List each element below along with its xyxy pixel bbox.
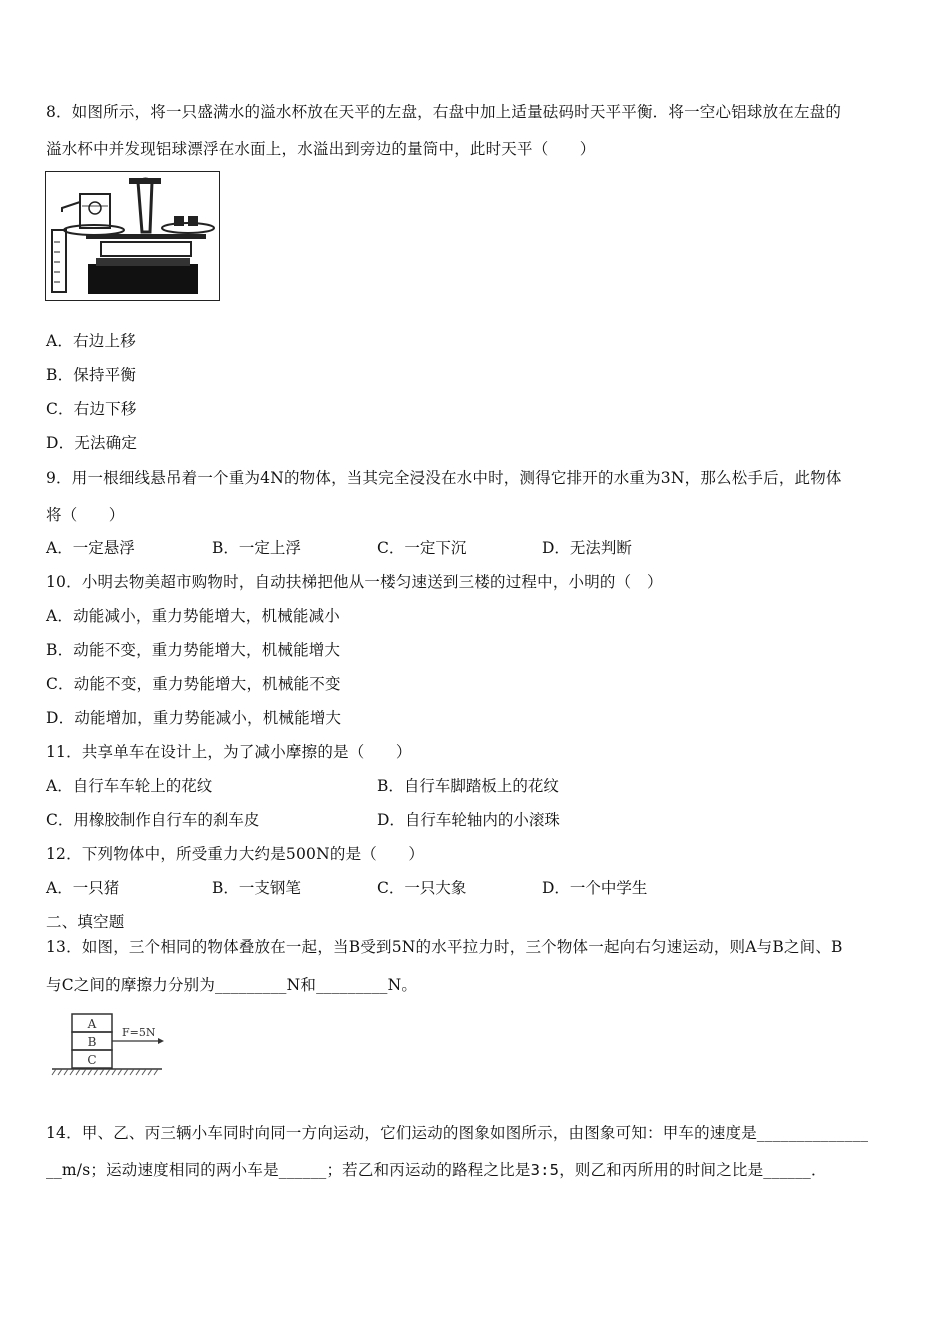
balance-base-top — [96, 258, 190, 266]
q9-option-a: A．一定悬浮 — [46, 539, 135, 557]
q11-option-b: B．自行车脚踏板上的花纹 — [377, 777, 559, 795]
force-arrow-head — [158, 1038, 164, 1044]
q10-option-c: C．动能不变，重力势能增大，机械能不变 — [46, 675, 341, 693]
q11-stem: 11．共享单车在设计上，为了减小摩擦的是（ ） — [46, 743, 412, 761]
q12-option-a: A．一只猪 — [46, 879, 120, 897]
balance-top — [129, 178, 161, 184]
section-heading: 二、填空题 — [46, 913, 125, 931]
overflow-cup — [80, 194, 110, 228]
left-pan — [64, 225, 124, 235]
weight-1 — [174, 216, 184, 226]
q9-option-b: B．一定上浮 — [212, 539, 301, 557]
q12-stem: 12．下列物体中，所受重力大约是500N的是（ ） — [46, 845, 425, 863]
ground-hatching — [52, 1069, 158, 1075]
q13-stem-line2: 与C之间的摩擦力分别为_________N和_________N。 — [46, 976, 418, 994]
stacked-blocks-figure — [50, 1012, 170, 1080]
block-a-label: A — [87, 1017, 97, 1031]
q14-stem-line1: 14．甲、乙、丙三辆小车同时向同一方向运动，它们运动的图象如图所示，由图象可知：甲车的速度是______________ — [46, 1124, 869, 1142]
aluminum-ball — [89, 202, 101, 214]
q8-option-c: C．右边下移 — [46, 400, 137, 418]
balance-base — [88, 264, 198, 294]
q10-option-d: D．动能增加，重力势能减小，机械能增大 — [46, 709, 342, 727]
q14-stem-line2 — [46, 1160, 827, 1180]
q10-option-a: A．动能减小，重力势能增大，机械能减小 — [46, 607, 340, 625]
balance-scale-drawing — [46, 172, 219, 300]
q14-line2-part2: ，则乙和丙所用的时间之比是______． — [559, 1161, 827, 1179]
q12-option-c: C．一只大象 — [377, 879, 467, 897]
block-b-label: B — [87, 1035, 97, 1049]
block-c-label: C — [87, 1053, 97, 1067]
q14-line2-part1: __m/s；运动速度相同的两小车是______；若乙和丙运动的路程之比是 — [46, 1161, 531, 1179]
q12-option-d: D．一个中学生 — [542, 879, 648, 897]
measuring-cylinder — [52, 230, 66, 292]
q8-option-b: B．保持平衡 — [46, 366, 137, 384]
q11-option-a: A．自行车车轮上的花纹 — [46, 777, 213, 795]
overflow-spout — [62, 202, 80, 212]
q9-stem-line2: 将（ ） — [46, 506, 125, 524]
q12-option-b: B．一支钢笔 — [212, 879, 301, 897]
q9-option-c: C．一定下沉 — [377, 539, 467, 557]
q8-stem-line2: 溢水杯中并发现铝球漂浮在水面上，水溢出到旁边的量筒中，此时天平（ ） — [46, 140, 596, 158]
balance-scale-ruler — [101, 242, 191, 256]
q11-option-c: C．用橡胶制作自行车的刹车皮 — [46, 811, 260, 829]
q9-stem-line1: 9．用一根细线悬吊着一个重为4N的物体，当其完全浸没在水中时，测得它排开的水重为3N，那么松手后，此物体 — [46, 469, 842, 487]
q8-option-d: D．无法确定 — [46, 434, 138, 452]
stacked-blocks-drawing — [50, 1012, 170, 1080]
q10-option-b: B．动能不变，重力势能增大，机械能增大 — [46, 641, 341, 659]
q14-ratio: 3:5 — [530, 1161, 560, 1179]
balance-figure — [45, 171, 220, 301]
balance-pillar — [138, 179, 152, 232]
q11-option-d: D．自行车轮轴内的小滚珠 — [377, 811, 560, 829]
q8-option-a: A．右边上移 — [46, 332, 136, 350]
force-label: F=5N — [122, 1026, 156, 1039]
q9-option-d: D．无法判断 — [542, 539, 632, 557]
q8-stem-line1: 8．如图所示，将一只盛满水的溢水杯放在天平的左盘，右盘中加上适量砝码时天平平衡．将一空心铝球放在左盘的 — [46, 103, 842, 121]
q13-stem-line1: 13．如图，三个相同的物体叠放在一起，当B受到5N的水平拉力时，三个物体一起向右匀速运动，则A与B之间、B — [46, 938, 843, 956]
q10-stem: 10．小明去物美超市购物时，自动扶梯把他从一楼匀速送到三楼的过程中，小明的（ ） — [46, 573, 663, 591]
weight-2 — [188, 216, 198, 226]
